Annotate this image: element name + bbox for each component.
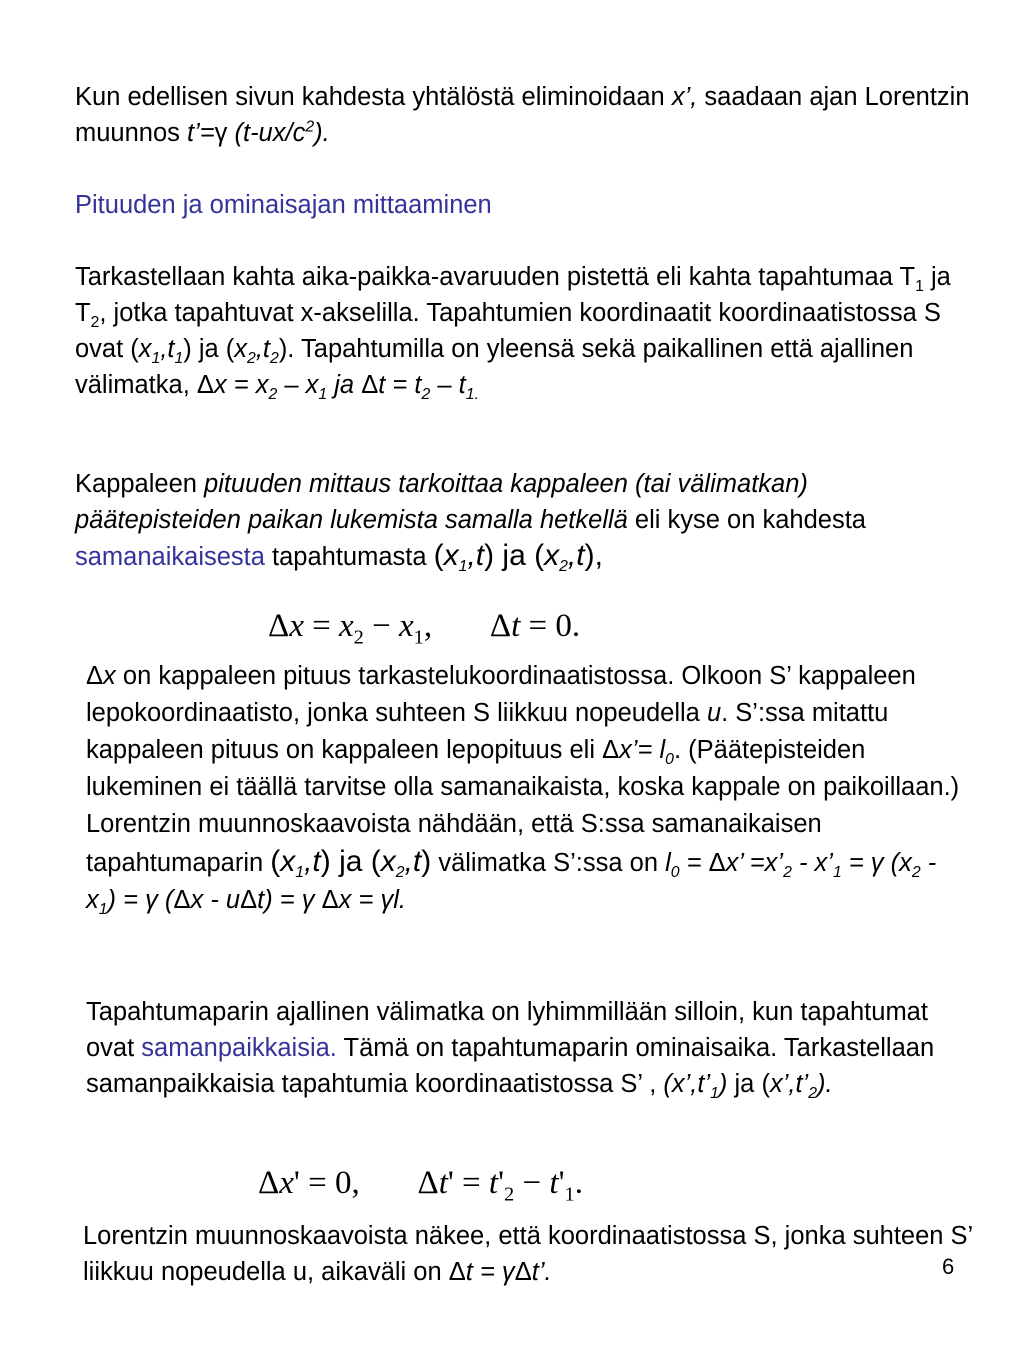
paragraph-length-measurement: Kappaleen pituuden mittaus tarkoittaa kappaleen (tai välimatkan) päätepisteiden paikan lukemista samalla hetkellä eli kyse on kahdesta samanaikaisesta tapahtumasta $(x_1,t)$ ja $(x_2,t)$, bbox=[75, 470, 866, 576]
section-heading: Pituuden ja ominaisajan mittaaminen bbox=[75, 191, 492, 219]
link-samanpaikkaisia: samanpaikkaisia. bbox=[141, 1034, 337, 1062]
paragraph-proper-length: Δx on kappaleen pituus tarkastelukoordinaatistossa. Olkoon S’ kappaleen lepokoordinaatisto, jonka suhteen S liikkuu nopeudella u. S’:ssa mitattu kappaleen pituus on kappaleen lepopituus eli Δx’= $l_0$. (Päätepisteiden lukeminen ei täällä tarvitse olla samanaikaista, koska kappale on paikoillaan.) Lorentzin muunnoskaavoista nähdään, että S:ssa samanaikaisen tapahtumaparin $(x_1,t)$ ja $(x_2,t)$ välimatka S’:ssa on $l_0 = \Delta x$’ $=x’_2$ - $x’_1 = \gamma$ $(x_2 - x_1) = \gamma$ (Δx - uΔt) = γ Δx = γl. bbox=[86, 662, 960, 919]
paragraph-lorentz-time: Kun edellisen sivun kahdesta yhtälöstä eliminoidaan x’, saadaan ajan Lorentzin muunnos t’=γ $(t-ux/c^2)$. bbox=[75, 83, 970, 147]
paragraph-proper-time: Tapahtumaparin ajallinen välimatka on lyhimmillään silloin, kun tapahtumat ovat samanpaikkaisia. Tämä on tapahtumaparin ominaisaika. Tarkastellaan samanpaikkaisia tapahtumia koordinaatistossa S’ , $(x’,t’_1)$ ja $(x’,t’_2)$. bbox=[86, 998, 935, 1103]
link-samanaikaisesta: samanaikaisesta bbox=[75, 543, 265, 571]
equation-proper-time: Δx' = 0, $\Delta t' = t'_2 - t'_1$. bbox=[258, 1165, 583, 1206]
paragraph-events: Tarkastellaan kahta aika-paikka-avaruuden pistettä eli kahta tapahtumaa $T_1$ ja $T_2$, jotka tapahtuvat x-akselilla. Tapahtumien koordinaatit koordinaatistossa S ovat $(x_1,t_1)$ ja $(x_2,t_2)$. Tapahtumilla on yleensä sekä paikallinen että ajallinen välimatka, $\Delta x = x_2 - x_1$ ja $\Delta t = t_2 - t_{1.}$ bbox=[75, 263, 951, 404]
page-number: 6 bbox=[942, 1254, 955, 1279]
equation-length: $\Delta x = x_2 - x_1$, Δt = 0. bbox=[268, 608, 581, 649]
paragraph-time-dilation: Lorentzin muunnoskaavoista näkee, että koordinaatistossa S, jonka suhteen S’ liikkuu nopeudella u, aikaväli on Δt = γΔt’. bbox=[83, 1222, 973, 1286]
